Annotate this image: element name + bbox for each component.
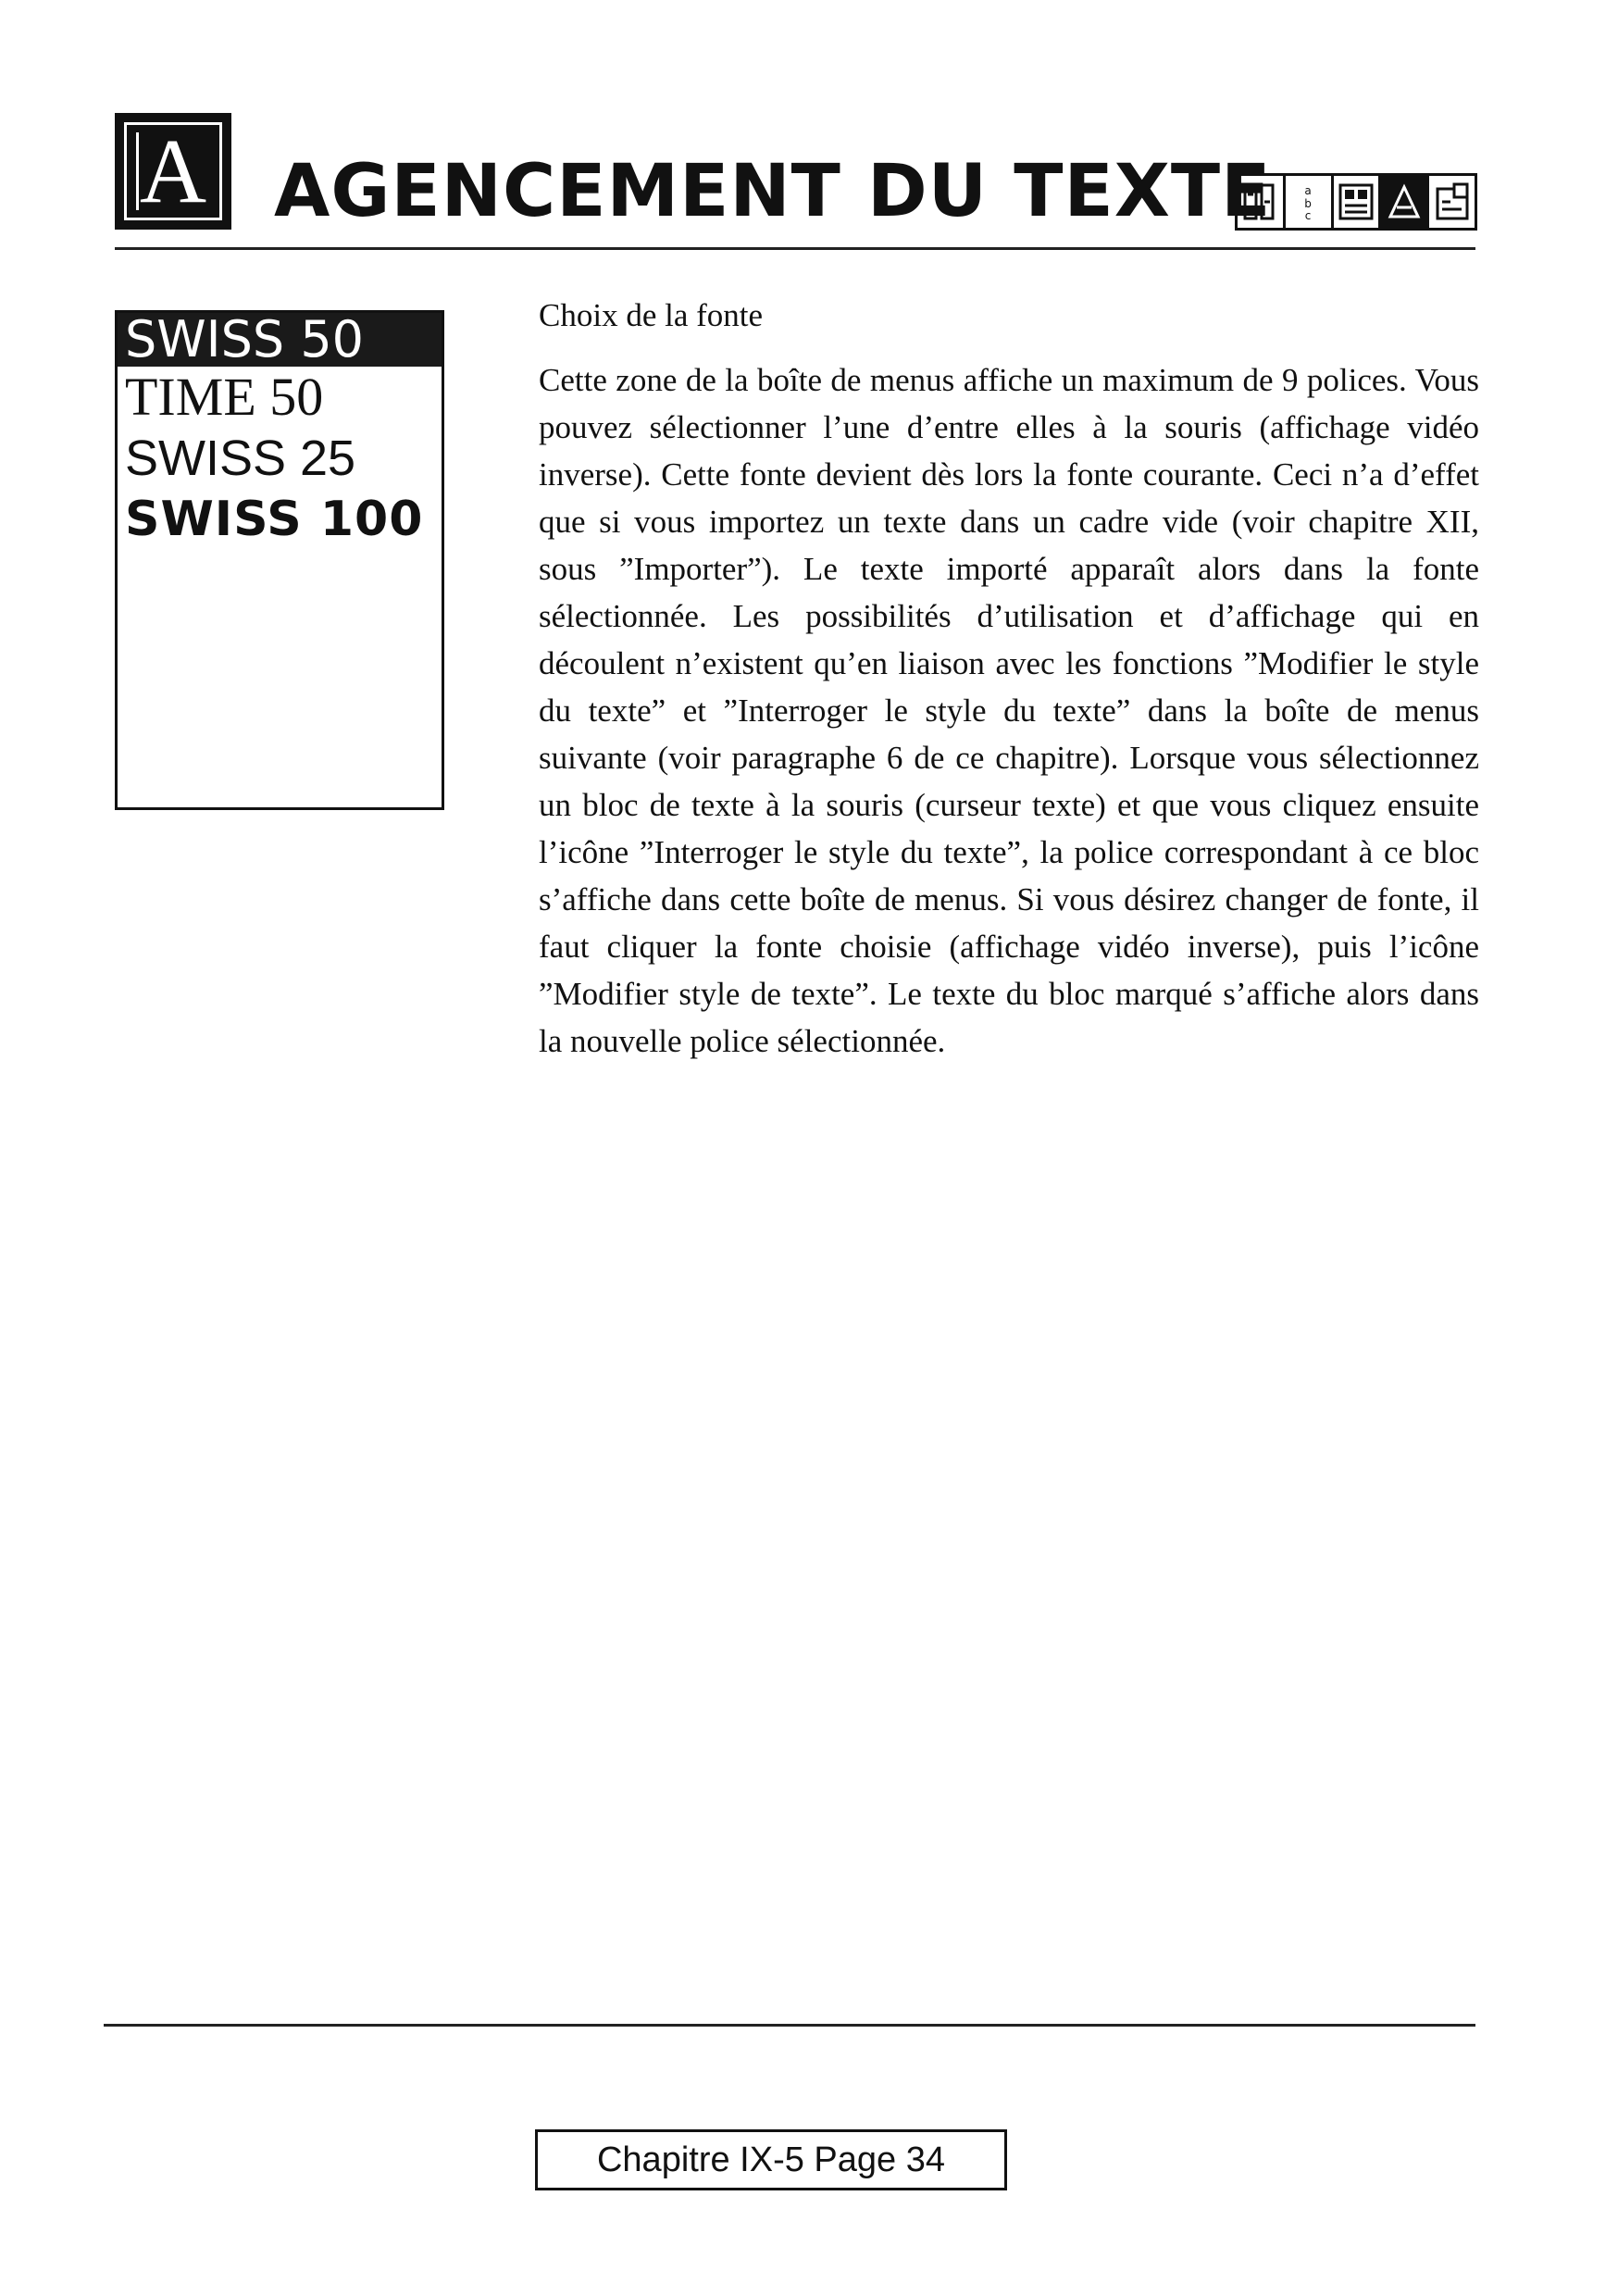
svg-text:b: b bbox=[1304, 197, 1312, 210]
footer-divider bbox=[104, 2024, 1475, 2027]
text-cursor-icon bbox=[136, 132, 139, 210]
font-item-swiss-50[interactable]: SWISS 50 bbox=[118, 313, 442, 367]
svg-text:a: a bbox=[1304, 184, 1312, 197]
toolbar-icons bbox=[1235, 173, 1477, 231]
layout-frame-icon[interactable] bbox=[1334, 176, 1382, 228]
chapter-letter-text: A bbox=[139, 119, 207, 222]
header-divider bbox=[115, 247, 1475, 250]
chapter-letter-badge bbox=[115, 113, 231, 230]
font-item-time-50[interactable]: TIME 50 bbox=[125, 367, 324, 427]
text-style-icon[interactable] bbox=[1381, 176, 1429, 228]
chapter-letter bbox=[124, 119, 222, 222]
section-heading: Choix de la fonte bbox=[539, 297, 764, 333]
font-list-box bbox=[115, 310, 444, 810]
font-item-swiss-100[interactable]: SWISS 100 bbox=[125, 492, 424, 547]
page-number-box: Chapitre IX-5 Page 34 bbox=[535, 2129, 1007, 2190]
text-insert-icon[interactable] bbox=[1429, 176, 1475, 228]
font-item-swiss-25[interactable]: SWISS 25 bbox=[125, 430, 356, 486]
abc-icon[interactable] bbox=[1286, 176, 1334, 228]
body-paragraph: Cette zone de la boîte de menus affiche un maximum de 9 polices. Vous pouvez sélectionner l’une d’entre elles à la souris (affichage vidéo inverse). Cette fonte devient dès lors la fonte courante. Ceci n’a d’effet que si vous importez un texte dans un cadre vide (voir chapitre XII, sous ”Importer”). Le texte importé apparaît alors dans la fonte sélectionnée. Les possibilités d’utilisation et d’affichage qui en découlent n’existent qu’en liaison avec les fonctions ”Modifier le style du texte” et ”Interroger le style du texte” dans la boîte de menus suivante (voir paragraphe 6 de ce chapitre). Lorsque vous sélectionnez un bloc de texte à la souris (curseur texte) et que vous cliquez ensuite l’icône ”Interroger le style du texte”, la police correspondant à ce bloc s’affiche dans cette boîte de menus. Si vous désirez changer de fonte, il faut cliquer la fonte choisie (affichage vidéo inverse), puis l’icône ”Modifier style de texte”. Le texte du bloc marqué s’affiche alors dans la nouvelle police sélectionnée. bbox=[539, 362, 1479, 1059]
page-title: AGENCEMENT DU TEXTE bbox=[274, 150, 1272, 233]
svg-text:c: c bbox=[1304, 209, 1312, 222]
text-columns-icon[interactable] bbox=[1238, 176, 1286, 228]
